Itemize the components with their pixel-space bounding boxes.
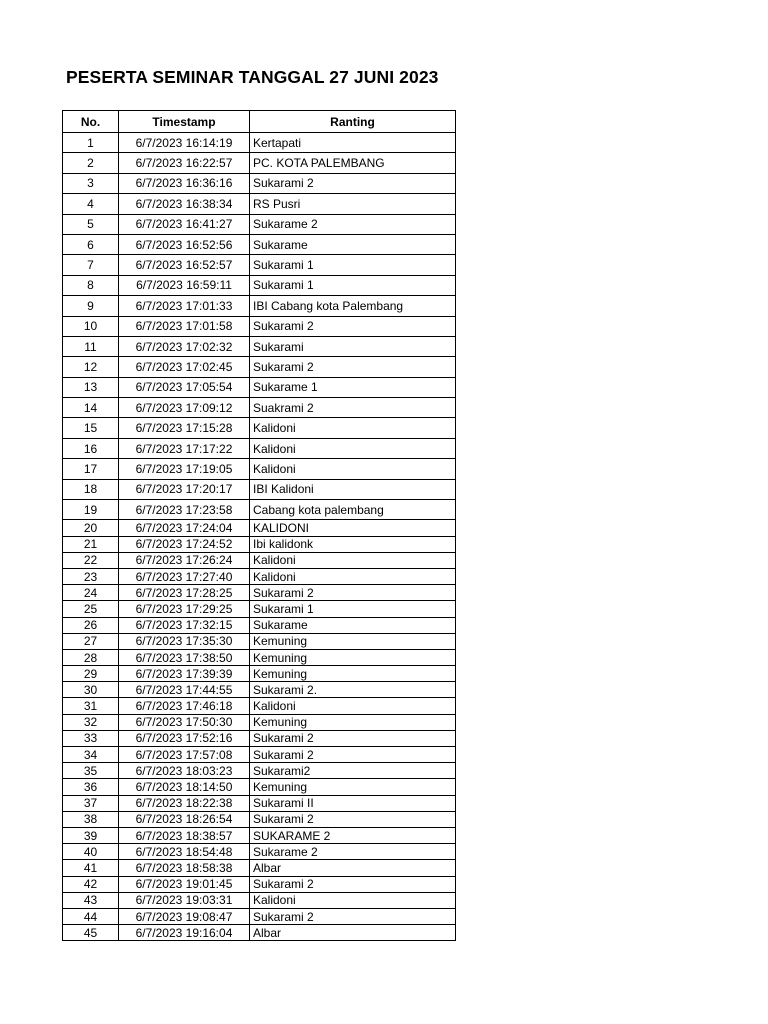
cell-ranting: Sukarame bbox=[250, 617, 456, 633]
table-row bbox=[63, 296, 456, 316]
cell-ranting: Sukarami 2 bbox=[250, 730, 456, 746]
table-row bbox=[63, 173, 456, 193]
cell-ranting: Albar bbox=[250, 860, 456, 876]
cell-timestamp: 6/7/2023 18:22:38 bbox=[119, 795, 250, 811]
cell-timestamp: 6/7/2023 16:38:34 bbox=[119, 194, 250, 214]
cell-no: 6 bbox=[63, 234, 119, 254]
cell-timestamp: 6/7/2023 17:01:58 bbox=[119, 316, 250, 336]
cell-ranting: Sukarami II bbox=[250, 795, 456, 811]
table-row bbox=[63, 520, 456, 536]
cell-no: 40 bbox=[63, 844, 119, 860]
cell-no: 35 bbox=[63, 763, 119, 779]
cell-ranting: Ibi kalidonk bbox=[250, 536, 456, 552]
cell-ranting: Sukarami 2 bbox=[250, 811, 456, 827]
cell-no: 22 bbox=[63, 552, 119, 568]
table-row bbox=[63, 438, 456, 458]
cell-ranting: Kemuning bbox=[250, 779, 456, 795]
cell-timestamp: 6/7/2023 17:15:28 bbox=[119, 418, 250, 438]
cell-timestamp: 6/7/2023 18:58:38 bbox=[119, 860, 250, 876]
cell-timestamp: 6/7/2023 17:28:25 bbox=[119, 585, 250, 601]
cell-timestamp: 6/7/2023 17:05:54 bbox=[119, 377, 250, 397]
table-row bbox=[63, 925, 456, 941]
header-ranting: Ranting bbox=[250, 111, 456, 133]
cell-no: 17 bbox=[63, 459, 119, 479]
cell-no: 33 bbox=[63, 730, 119, 746]
cell-no: 15 bbox=[63, 418, 119, 438]
table-row bbox=[63, 552, 456, 568]
table-row bbox=[63, 617, 456, 633]
table-row bbox=[63, 844, 456, 860]
cell-no: 41 bbox=[63, 860, 119, 876]
cell-timestamp: 6/7/2023 17:50:30 bbox=[119, 714, 250, 730]
cell-timestamp: 6/7/2023 16:52:57 bbox=[119, 255, 250, 275]
cell-timestamp: 6/7/2023 17:20:17 bbox=[119, 479, 250, 499]
cell-timestamp: 6/7/2023 17:24:52 bbox=[119, 536, 250, 552]
table-row bbox=[63, 194, 456, 214]
cell-ranting: Sukarami 2 bbox=[250, 747, 456, 763]
table-row bbox=[63, 811, 456, 827]
cell-no: 38 bbox=[63, 811, 119, 827]
cell-ranting: Cabang kota palembang bbox=[250, 500, 456, 520]
table-row bbox=[63, 876, 456, 892]
cell-no: 19 bbox=[63, 500, 119, 520]
cell-ranting: Sukarami 1 bbox=[250, 275, 456, 295]
cell-timestamp: 6/7/2023 17:57:08 bbox=[119, 747, 250, 763]
cell-timestamp: 6/7/2023 19:03:31 bbox=[119, 892, 250, 908]
cell-timestamp: 6/7/2023 18:14:50 bbox=[119, 779, 250, 795]
table-row bbox=[63, 763, 456, 779]
cell-no: 25 bbox=[63, 601, 119, 617]
table-row bbox=[63, 698, 456, 714]
cell-ranting: Sukarami 1 bbox=[250, 601, 456, 617]
cell-timestamp: 6/7/2023 18:38:57 bbox=[119, 827, 250, 843]
cell-no: 45 bbox=[63, 925, 119, 941]
cell-no: 23 bbox=[63, 568, 119, 584]
cell-no: 16 bbox=[63, 438, 119, 458]
cell-no: 20 bbox=[63, 520, 119, 536]
cell-ranting: Sukarami 2 bbox=[250, 585, 456, 601]
cell-no: 11 bbox=[63, 336, 119, 356]
cell-timestamp: 6/7/2023 17:02:32 bbox=[119, 336, 250, 356]
table-row bbox=[63, 601, 456, 617]
cell-ranting: Kalidoni bbox=[250, 438, 456, 458]
table-row bbox=[63, 779, 456, 795]
cell-ranting: Kemuning bbox=[250, 649, 456, 665]
table-row bbox=[63, 536, 456, 552]
cell-ranting: Sukarame 1 bbox=[250, 377, 456, 397]
cell-timestamp: 6/7/2023 16:52:56 bbox=[119, 234, 250, 254]
table-row bbox=[63, 666, 456, 682]
cell-no: 5 bbox=[63, 214, 119, 234]
participant-table bbox=[62, 110, 456, 941]
cell-timestamp: 6/7/2023 17:32:15 bbox=[119, 617, 250, 633]
table-header-row bbox=[63, 111, 456, 133]
table-row bbox=[63, 860, 456, 876]
table-row bbox=[63, 255, 456, 275]
table-row bbox=[63, 908, 456, 924]
cell-timestamp: 6/7/2023 17:35:30 bbox=[119, 633, 250, 649]
cell-ranting: Kalidoni bbox=[250, 568, 456, 584]
table-row bbox=[63, 730, 456, 746]
table-row bbox=[63, 500, 456, 520]
cell-timestamp: 6/7/2023 17:26:24 bbox=[119, 552, 250, 568]
cell-ranting: Kalidoni bbox=[250, 552, 456, 568]
cell-timestamp: 6/7/2023 17:39:39 bbox=[119, 666, 250, 682]
cell-ranting: Kalidoni bbox=[250, 459, 456, 479]
cell-ranting: Sukarami bbox=[250, 336, 456, 356]
cell-no: 28 bbox=[63, 649, 119, 665]
cell-timestamp: 6/7/2023 17:17:22 bbox=[119, 438, 250, 458]
table-row bbox=[63, 133, 456, 153]
cell-ranting: PC. KOTA PALEMBANG bbox=[250, 153, 456, 173]
table-row bbox=[63, 795, 456, 811]
table-row bbox=[63, 316, 456, 336]
table-row bbox=[63, 459, 456, 479]
cell-no: 21 bbox=[63, 536, 119, 552]
cell-ranting: Kemuning bbox=[250, 633, 456, 649]
cell-no: 30 bbox=[63, 682, 119, 698]
cell-no: 42 bbox=[63, 876, 119, 892]
cell-no: 29 bbox=[63, 666, 119, 682]
table-row bbox=[63, 649, 456, 665]
cell-no: 9 bbox=[63, 296, 119, 316]
cell-no: 12 bbox=[63, 357, 119, 377]
cell-no: 13 bbox=[63, 377, 119, 397]
cell-no: 4 bbox=[63, 194, 119, 214]
table-row bbox=[63, 714, 456, 730]
cell-timestamp: 6/7/2023 17:46:18 bbox=[119, 698, 250, 714]
cell-ranting: Kalidoni bbox=[250, 892, 456, 908]
cell-timestamp: 6/7/2023 16:22:57 bbox=[119, 153, 250, 173]
table-row bbox=[63, 418, 456, 438]
table-body bbox=[63, 133, 456, 941]
table-row bbox=[63, 377, 456, 397]
cell-timestamp: 6/7/2023 19:08:47 bbox=[119, 908, 250, 924]
cell-no: 44 bbox=[63, 908, 119, 924]
cell-no: 39 bbox=[63, 827, 119, 843]
cell-ranting: Kalidoni bbox=[250, 698, 456, 714]
cell-timestamp: 6/7/2023 16:59:11 bbox=[119, 275, 250, 295]
cell-no: 32 bbox=[63, 714, 119, 730]
cell-timestamp: 6/7/2023 17:29:25 bbox=[119, 601, 250, 617]
cell-no: 36 bbox=[63, 779, 119, 795]
cell-timestamp: 6/7/2023 17:44:55 bbox=[119, 682, 250, 698]
cell-timestamp: 6/7/2023 17:38:50 bbox=[119, 649, 250, 665]
cell-ranting: Albar bbox=[250, 925, 456, 941]
cell-no: 2 bbox=[63, 153, 119, 173]
cell-no: 18 bbox=[63, 479, 119, 499]
cell-no: 43 bbox=[63, 892, 119, 908]
cell-ranting: Sukarami 2 bbox=[250, 357, 456, 377]
cell-timestamp: 6/7/2023 18:03:23 bbox=[119, 763, 250, 779]
table-row bbox=[63, 214, 456, 234]
cell-ranting: KALIDONI bbox=[250, 520, 456, 536]
table-row bbox=[63, 827, 456, 843]
cell-ranting: IBI Kalidoni bbox=[250, 479, 456, 499]
cell-timestamp: 6/7/2023 16:41:27 bbox=[119, 214, 250, 234]
cell-no: 37 bbox=[63, 795, 119, 811]
cell-ranting: Sukarami 2 bbox=[250, 908, 456, 924]
cell-ranting: Sukarami2 bbox=[250, 763, 456, 779]
cell-no: 24 bbox=[63, 585, 119, 601]
cell-timestamp: 6/7/2023 19:01:45 bbox=[119, 876, 250, 892]
table-row bbox=[63, 682, 456, 698]
cell-ranting: Kalidoni bbox=[250, 418, 456, 438]
table-row bbox=[63, 234, 456, 254]
header-timestamp: Timestamp bbox=[119, 111, 250, 133]
cell-timestamp: 6/7/2023 16:36:16 bbox=[119, 173, 250, 193]
cell-ranting: SUKARAME 2 bbox=[250, 827, 456, 843]
cell-timestamp: 6/7/2023 17:02:45 bbox=[119, 357, 250, 377]
cell-no: 3 bbox=[63, 173, 119, 193]
cell-timestamp: 6/7/2023 19:16:04 bbox=[119, 925, 250, 941]
cell-no: 1 bbox=[63, 133, 119, 153]
table-row bbox=[63, 479, 456, 499]
table-row bbox=[63, 357, 456, 377]
cell-ranting: Suakrami 2 bbox=[250, 398, 456, 418]
cell-no: 7 bbox=[63, 255, 119, 275]
cell-no: 26 bbox=[63, 617, 119, 633]
cell-timestamp: 6/7/2023 18:26:54 bbox=[119, 811, 250, 827]
table-row bbox=[63, 633, 456, 649]
table-row bbox=[63, 568, 456, 584]
cell-no: 8 bbox=[63, 275, 119, 295]
cell-timestamp: 6/7/2023 17:01:33 bbox=[119, 296, 250, 316]
table-row bbox=[63, 398, 456, 418]
table-row bbox=[63, 585, 456, 601]
cell-ranting: Sukarami 2 bbox=[250, 173, 456, 193]
cell-ranting: Kemuning bbox=[250, 714, 456, 730]
cell-timestamp: 6/7/2023 17:52:16 bbox=[119, 730, 250, 746]
cell-timestamp: 6/7/2023 17:27:40 bbox=[119, 568, 250, 584]
cell-timestamp: 6/7/2023 16:14:19 bbox=[119, 133, 250, 153]
page-title: PESERTA SEMINAR TANGGAL 27 JUNI 2023 bbox=[66, 67, 439, 87]
cell-timestamp: 6/7/2023 17:23:58 bbox=[119, 500, 250, 520]
cell-no: 34 bbox=[63, 747, 119, 763]
cell-ranting: Sukarami 2 bbox=[250, 316, 456, 336]
cell-no: 10 bbox=[63, 316, 119, 336]
cell-ranting: Kemuning bbox=[250, 666, 456, 682]
cell-timestamp: 6/7/2023 17:24:04 bbox=[119, 520, 250, 536]
cell-ranting: Sukarame bbox=[250, 234, 456, 254]
cell-ranting: Sukarami 2 bbox=[250, 876, 456, 892]
table-row bbox=[63, 747, 456, 763]
cell-no: 31 bbox=[63, 698, 119, 714]
header-no: No. bbox=[63, 111, 119, 133]
cell-ranting: Sukarami 1 bbox=[250, 255, 456, 275]
cell-timestamp: 6/7/2023 17:09:12 bbox=[119, 398, 250, 418]
cell-timestamp: 6/7/2023 18:54:48 bbox=[119, 844, 250, 860]
cell-ranting: RS Pusri bbox=[250, 194, 456, 214]
cell-timestamp: 6/7/2023 17:19:05 bbox=[119, 459, 250, 479]
table-row bbox=[63, 275, 456, 295]
table-row bbox=[63, 892, 456, 908]
cell-ranting: Sukarami 2. bbox=[250, 682, 456, 698]
cell-ranting: Sukarame 2 bbox=[250, 844, 456, 860]
cell-ranting: IBI Cabang kota Palembang bbox=[250, 296, 456, 316]
cell-no: 14 bbox=[63, 398, 119, 418]
table-row bbox=[63, 336, 456, 356]
table-row bbox=[63, 153, 456, 173]
cell-no: 27 bbox=[63, 633, 119, 649]
cell-ranting: Kertapati bbox=[250, 133, 456, 153]
cell-ranting: Sukarame 2 bbox=[250, 214, 456, 234]
